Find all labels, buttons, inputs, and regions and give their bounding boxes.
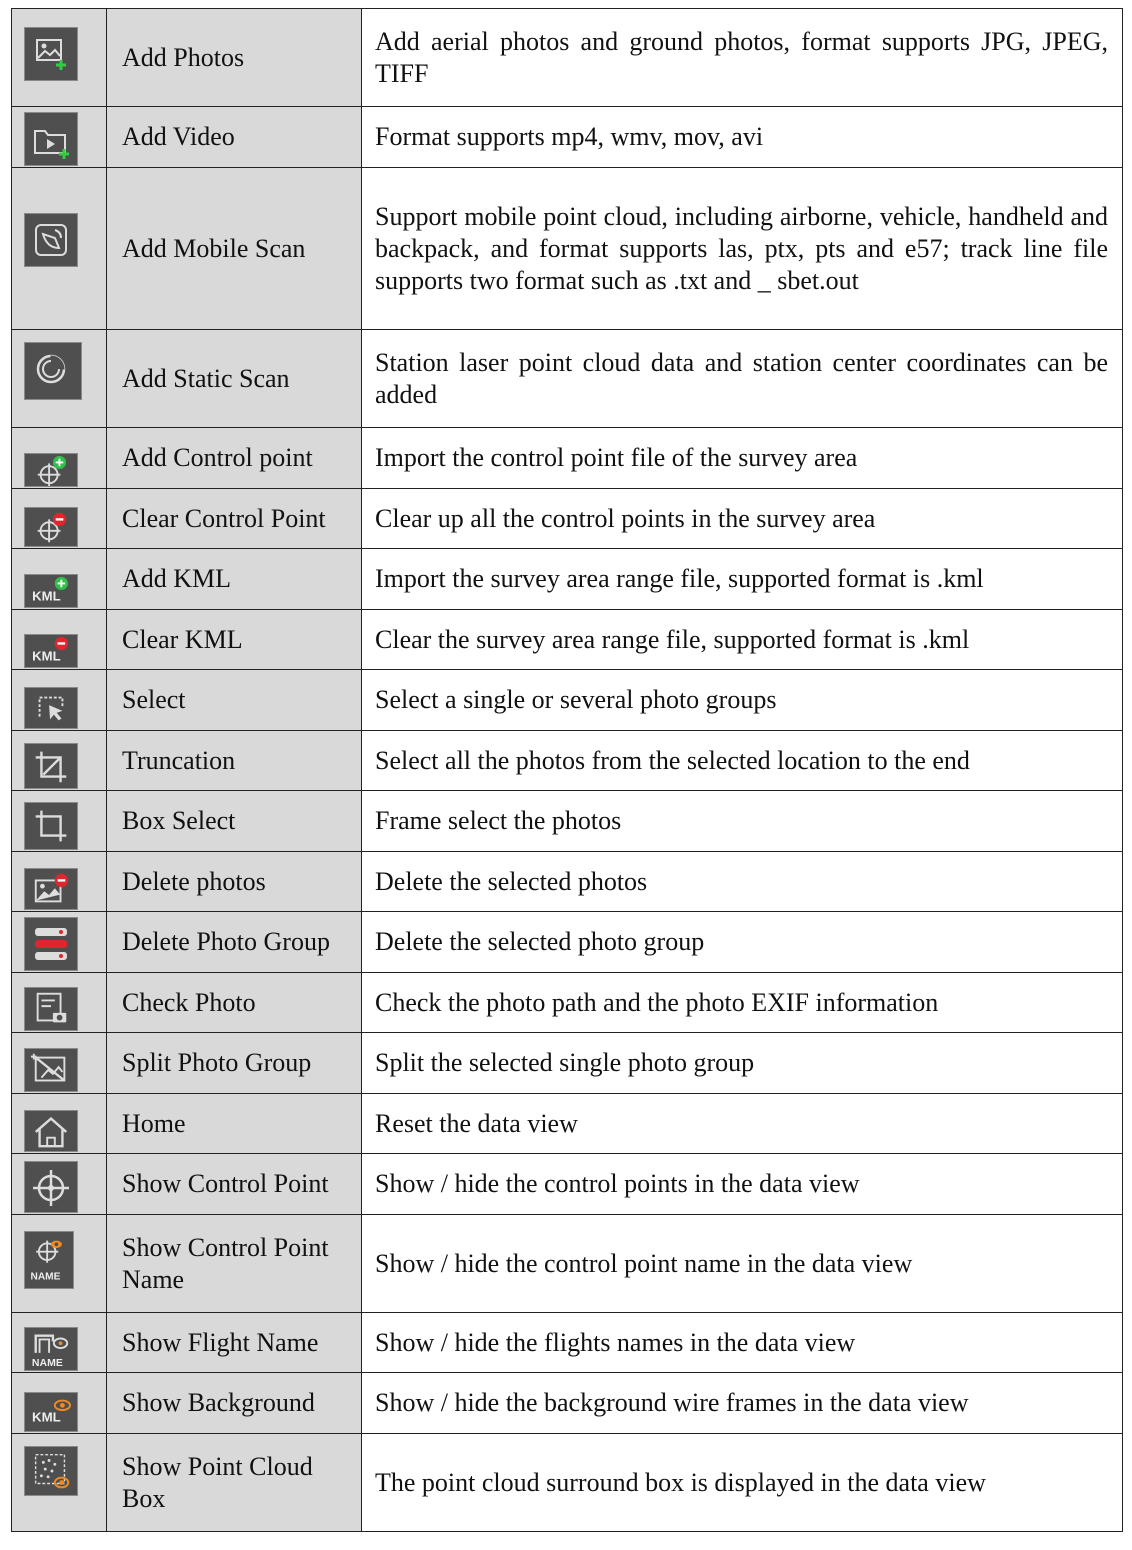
tool-description: Reset the data view: [362, 1094, 1123, 1154]
tool-description: Delete the selected photos: [362, 852, 1123, 912]
tool-description: Station laser point cloud data and station center coordinates can be added: [362, 330, 1123, 428]
delete-group-icon[interactable]: [24, 917, 78, 971]
tool-name: Home: [107, 1094, 362, 1154]
table-row: [12, 670, 1123, 731]
delete-photo-icon[interactable]: [24, 868, 78, 910]
select-cursor-icon[interactable]: [24, 687, 78, 729]
tool-description: Show / hide the background wire frames in the data view: [362, 1373, 1123, 1434]
tool-description: Delete the selected photo group: [362, 912, 1123, 973]
tool-name: Add Control point: [107, 428, 362, 489]
tool-description: Frame select the photos: [362, 791, 1123, 852]
tool-name: Show Point Cloud Box: [107, 1434, 362, 1532]
svg-text:NAME: NAME: [31, 1357, 63, 1370]
tool-name: Add Video: [107, 107, 362, 168]
tool-name: Show Flight Name: [107, 1313, 362, 1373]
clear-control-point-icon[interactable]: [24, 507, 78, 547]
table-row: [12, 1215, 1123, 1313]
add-control-point-icon[interactable]: [24, 453, 78, 487]
tool-description: Show / hide the control points in the data view: [362, 1154, 1123, 1215]
table-row: [12, 610, 1123, 670]
table-row: [12, 330, 1123, 428]
svg-text:KML: KML: [32, 648, 61, 664]
table-row: [12, 912, 1123, 973]
tool-name: Show Background: [107, 1373, 362, 1434]
tool-name: Add KML: [107, 549, 362, 610]
add-video-icon[interactable]: [24, 112, 78, 166]
tool-name: Split Photo Group: [107, 1033, 362, 1094]
tool-description: Show / hide the flights names in the data view: [362, 1313, 1123, 1373]
tool-description: Split the selected single photo group: [362, 1033, 1123, 1094]
tool-name: Delete photos: [107, 852, 362, 912]
table-row: [12, 489, 1123, 549]
truncation-icon[interactable]: [24, 743, 78, 789]
tool-description: Check the photo path and the photo EXIF information: [362, 973, 1123, 1033]
tool-description: Clear the survey area range file, supported format is .kml: [362, 610, 1123, 670]
table-row: [12, 1434, 1123, 1532]
tool-description: The point cloud surround box is displayed in the data view: [362, 1434, 1123, 1532]
tool-description: Format supports mp4, wmv, mov, avi: [362, 107, 1123, 168]
tool-name: Truncation: [107, 731, 362, 791]
flight-name-icon[interactable]: [24, 1327, 78, 1371]
control-point-name-icon[interactable]: [24, 1231, 74, 1289]
mobile-scan-icon[interactable]: [24, 213, 78, 267]
tool-description: Select all the photos from the selected location to the end: [362, 731, 1123, 791]
table-row: [12, 9, 1123, 107]
tool-name: Show Control Point Name: [107, 1215, 362, 1313]
table-row: [12, 1154, 1123, 1215]
point-cloud-box-icon[interactable]: [24, 1446, 78, 1496]
tool-name: Add Mobile Scan: [107, 168, 362, 330]
table-row: [12, 549, 1123, 610]
kml-eye-icon[interactable]: [24, 1392, 78, 1432]
tool-name: Check Photo: [107, 973, 362, 1033]
crosshair-icon[interactable]: [24, 1161, 78, 1213]
table-row: [12, 1033, 1123, 1094]
tool-description: Import the control point file of the survey area: [362, 428, 1123, 489]
tool-reference-table: [11, 8, 1123, 1532]
tool-description: Select a single or several photo groups: [362, 670, 1123, 731]
tool-name: Add Static Scan: [107, 330, 362, 428]
split-group-icon[interactable]: [24, 1048, 78, 1092]
table-row: [12, 731, 1123, 791]
tool-description: Clear up all the control points in the survey area: [362, 489, 1123, 549]
tool-name: Show Control Point: [107, 1154, 362, 1215]
svg-text:NAME: NAME: [30, 1271, 61, 1283]
tool-description: Support mobile point cloud, including airborne, vehicle, handheld and backpack, and format supports las, ptx, pts and e57; track line file supports two format such as .txt and _ sbet.out: [362, 168, 1123, 330]
tool-description: Import the survey area range file, supported format is .kml: [362, 549, 1123, 610]
table-row: [12, 107, 1123, 168]
table-row: [12, 1373, 1123, 1434]
clear-kml-icon[interactable]: [24, 634, 78, 668]
tool-name: Select: [107, 670, 362, 731]
tool-name: Add Photos: [107, 9, 362, 107]
tool-description: Add aerial photos and ground photos, format supports JPG, JPEG, TIFF: [362, 9, 1123, 107]
tool-description: Show / hide the control point name in the data view: [362, 1215, 1123, 1313]
table-row: [12, 852, 1123, 912]
static-scan-icon[interactable]: [24, 342, 82, 400]
tool-name: Delete Photo Group: [107, 912, 362, 973]
tool-name: Clear Control Point: [107, 489, 362, 549]
crop-box-icon[interactable]: [24, 802, 78, 850]
tool-name: Box Select: [107, 791, 362, 852]
table-row: [12, 428, 1123, 489]
check-photo-icon[interactable]: [24, 987, 78, 1031]
tool-name: Clear KML: [107, 610, 362, 670]
add-kml-icon[interactable]: [24, 574, 78, 608]
table-row: [12, 168, 1123, 330]
table-row: [12, 973, 1123, 1033]
home-icon[interactable]: [24, 1110, 78, 1152]
table-row: [12, 791, 1123, 852]
svg-text:KML: KML: [32, 1409, 61, 1425]
table-row: [12, 1094, 1123, 1154]
table-row: [12, 1313, 1123, 1373]
add-photo-icon[interactable]: [24, 27, 78, 81]
svg-text:KML: KML: [32, 588, 61, 604]
